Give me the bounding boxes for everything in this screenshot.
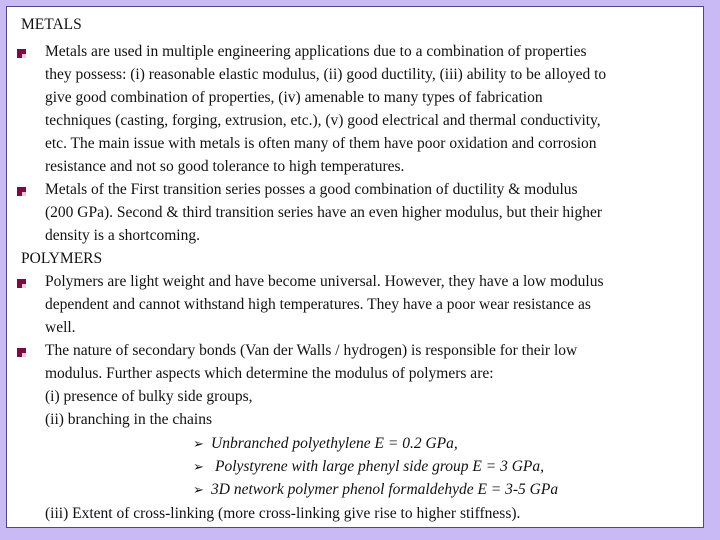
paragraph-line: they possess: (i) reasonable elastic modulus, (ii) good ductility, (iii) ability to be alloyed to	[45, 66, 607, 83]
square-bullet-icon	[17, 348, 26, 357]
example-line: Polystyrene with large phenyl side group E = 3 GPa,	[215, 458, 545, 475]
paragraph-line: techniques (casting, forging, extrusion, etc.), (v) good electrical and thermal conductivity,	[45, 112, 601, 129]
section-heading-metals: METALS	[21, 16, 82, 33]
paragraph-line: resistance and not so good tolerance to high temperatures.	[45, 158, 405, 175]
square-bullet-icon	[17, 49, 26, 58]
square-bullet-icon	[17, 279, 26, 288]
paragraph-line: Metals of the First transition series posses a good combination of ductility & modulus	[45, 181, 578, 198]
paragraph-line: well.	[45, 319, 76, 336]
paragraph-line: (ii) branching in the chains	[45, 411, 213, 428]
square-bullet-icon	[17, 187, 26, 196]
arrow-bullet-icon: ➢	[193, 436, 204, 451]
example-line: 3D network polymer phenol formaldehyde E = 3-5 GPa	[211, 481, 559, 498]
paragraph-line: etc. The main issue with metals is often many of them have poor oxidation and corrosion	[45, 135, 597, 152]
arrow-bullet-icon: ➢	[193, 482, 204, 497]
paragraph-line: dependent and cannot withstand high temperatures. They have a poor wear resistance as	[45, 296, 591, 313]
paragraph-line: Metals are used in multiple engineering applications due to a combination of properties	[45, 43, 587, 60]
paragraph-line: density is a shortcoming.	[45, 227, 200, 244]
paragraph-line: Polymers are light weight and have become universal. However, they have a low modulus	[45, 273, 604, 290]
slide	[6, 6, 704, 528]
section-heading-polymers: POLYMERS	[21, 250, 103, 267]
paragraph-line: give good combination of properties, (iv) amenable to many types of fabrication	[45, 89, 543, 106]
paragraph-line: (iii) Extent of cross-linking (more cross-linking give rise to higher stiffness).	[45, 505, 521, 522]
paragraph-line: modulus. Further aspects which determine the modulus of polymers are:	[45, 365, 494, 382]
paragraph-line: (200 GPa). Second & third transition series have an even higher modulus, but their higher	[45, 204, 603, 221]
arrow-bullet-icon: ➢	[193, 459, 204, 474]
example-line: Unbranched polyethylene E = 0.2 GPa,	[211, 435, 458, 452]
paragraph-line: The nature of secondary bonds (Van der Walls / hydrogen) is responsible for their low	[45, 342, 578, 359]
paragraph-line: (i) presence of bulky side groups,	[45, 388, 253, 405]
